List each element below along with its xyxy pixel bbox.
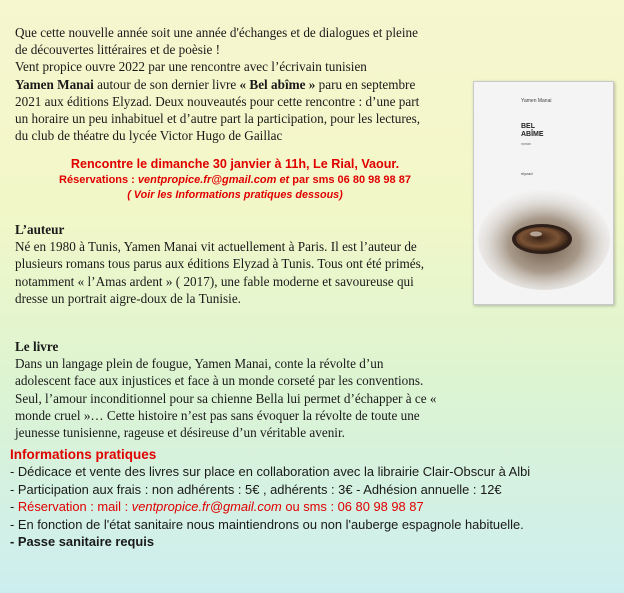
intro-line: 2021 aux éditions Elyzad. Deux nouveautés pour cette rencontre : d’une part	[15, 93, 420, 109]
rencontre-block	[40, 156, 430, 203]
infos-line-pass: - Passe sanitaire requis	[10, 534, 155, 550]
book-title: « Bel abîme »	[239, 76, 316, 92]
informations-pratiques	[10, 446, 620, 550]
infos-line: - Participation aux frais : non adhérents : 5€ , adhérents : 3€ - Adhésion annuelle : 12€	[10, 481, 502, 497]
rencontre-note: ( Voir les Informations pratiques dessous)	[127, 189, 343, 201]
infos-reservation-email[interactable]: ventpropice.fr@gmail.com	[131, 499, 282, 515]
cover-genre: roman	[521, 142, 531, 146]
book-cover	[473, 81, 614, 305]
auteur-line: plusieurs romans tous parus aux éditions Elyzad à Tunis. Tous ont été primés,	[15, 256, 425, 272]
livre-section	[15, 338, 470, 441]
infos-line: - En fonction de l'état sanitaire nous maintiendrons ou non l'auberge espagnole habituelle.	[10, 516, 524, 532]
intro-paragraph	[15, 24, 465, 144]
livre-line: monde cruel »… Cette histoire n’est pas sans évoquer la révolte de toute une	[15, 407, 420, 423]
author-name: Yamen Manai	[15, 76, 94, 92]
intro-line: de découvertes littéraires et de poèsie !	[15, 42, 221, 58]
livre-line: adolescent face aux injustices et face à un monde corseté par les conventions.	[15, 373, 424, 389]
intro-line: Vent propice ouvre 2022 par une rencontre avec l’écrivain tunisien	[15, 59, 367, 75]
rencontre-date: Rencontre le dimanche 30 janvier à 11h, Le Rial, Vaour.	[70, 157, 400, 171]
auteur-heading: L’auteur	[15, 222, 65, 237]
intro-line	[15, 76, 465, 93]
intro-line: Que cette nouvelle année soit une année d'échanges et de dialogues et pleine	[15, 25, 418, 40]
intro-line: un horaire un peu inhabituel et d’autre part la participation, pour les lectures,	[15, 111, 421, 127]
infos-reservation-label: Réservation : mail :	[17, 499, 132, 515]
auteur-line: dresse un portrait aigre-doux de la Tunisie.	[15, 290, 241, 306]
reservation-sms: par sms 06 80 98 98 87	[289, 174, 411, 186]
rencontre-reservation	[40, 173, 430, 188]
infos-reservation-line	[10, 498, 620, 515]
intro-text: autour de son dernier livre	[93, 76, 240, 92]
infos-reservation-sms: ou sms : 06 80 98 98 87	[281, 499, 424, 515]
cover-title: BEL ABÎME	[521, 123, 544, 138]
reservation-label: Réservations :	[59, 174, 138, 186]
auteur-line: notamment « l’Amas ardent » ( 2017), une fable moderne et savoureuse qui	[15, 273, 414, 289]
livre-line: jeunesse tunisienne, rageuse et désireuse d’un véritable avenir.	[15, 425, 345, 441]
auteur-line: Né en 1980 à Tunis, Yamen Manai vit actuellement à Paris. Il est l’auteur de	[15, 239, 417, 255]
cover-author: Yamen Manai	[521, 98, 552, 104]
infos-heading: Informations pratiques	[10, 447, 157, 462]
reservation-email[interactable]: ventpropice.fr@gmail.com et	[137, 174, 290, 186]
intro-line: du club de théatre du lycée Victor Hugo de Gaillac	[15, 128, 283, 144]
livre-heading: Le livre	[15, 339, 59, 354]
livre-line: Dans un langage plein de fougue, Yamen Manai, conte la révolte d’un	[15, 356, 384, 372]
eye-illustration-icon	[474, 82, 613, 304]
livre-line: Seul, l’amour inconditionnel pour sa chienne Bella lui permet d’échapper à ce «	[15, 390, 437, 406]
auteur-section	[15, 221, 465, 307]
cover-publisher: elyzad	[521, 171, 533, 176]
infos-line: - Dédicace et vente des livres sur place en collaboration avec la librairie Clair-Obscur à Albi	[10, 464, 531, 480]
infos-dash: -	[10, 499, 18, 515]
intro-text: paru en septembre	[315, 76, 416, 92]
